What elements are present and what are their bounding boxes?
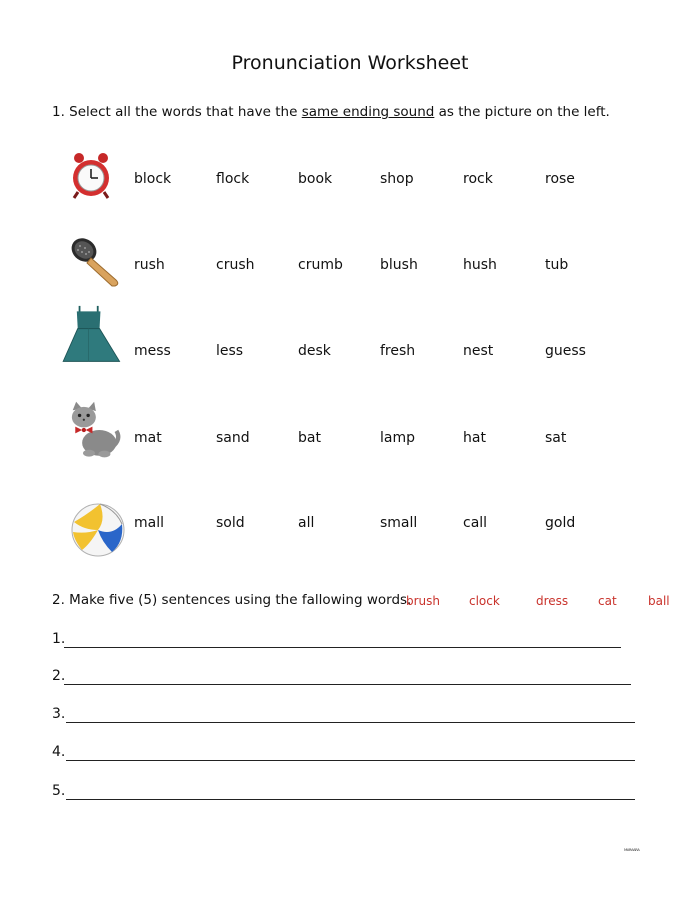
word-option[interactable]: hush bbox=[463, 257, 497, 273]
alarm-clock-icon bbox=[60, 150, 130, 210]
word-option[interactable]: all bbox=[298, 515, 315, 531]
hair-brush-icon bbox=[60, 234, 130, 294]
word-row-1 bbox=[60, 150, 680, 210]
word-option[interactable]: guess bbox=[545, 343, 586, 359]
word-option[interactable]: shop bbox=[380, 171, 414, 187]
sentence-number: 4. bbox=[52, 744, 66, 760]
question-1-text-before: 1. Select all the words that have the bbox=[52, 104, 302, 120]
sentence-line-5[interactable] bbox=[52, 783, 65, 799]
sentence-number: 2. bbox=[52, 668, 66, 684]
answer-rule[interactable] bbox=[66, 799, 635, 800]
question-1-underlined-text: same ending sound bbox=[301, 104, 435, 120]
word-row-2 bbox=[60, 234, 680, 294]
word-option[interactable]: hat bbox=[463, 430, 486, 446]
word-option[interactable]: rock bbox=[463, 171, 493, 187]
word-option[interactable]: block bbox=[134, 171, 172, 187]
word-row-4 bbox=[60, 400, 680, 460]
word-option[interactable]: bat bbox=[298, 430, 321, 446]
answer-rule[interactable] bbox=[64, 684, 631, 685]
dress-icon bbox=[60, 305, 130, 365]
answer-rule[interactable] bbox=[64, 647, 621, 648]
sentence-number: 3. bbox=[52, 706, 66, 722]
word-row-3 bbox=[60, 305, 680, 365]
word-option[interactable]: rush bbox=[134, 257, 165, 273]
page-title: Pronunciation Worksheet bbox=[231, 52, 469, 74]
word-row-5 bbox=[60, 500, 680, 560]
question-1-text-after: as the picture on the left. bbox=[434, 104, 610, 120]
answer-rule[interactable] bbox=[66, 760, 635, 761]
word-option[interactable]: blush bbox=[380, 257, 418, 273]
sentence-line-3[interactable] bbox=[52, 706, 65, 722]
question-1-instruction bbox=[52, 104, 610, 120]
word-option[interactable]: sat bbox=[545, 430, 567, 446]
word-option[interactable]: nest bbox=[463, 343, 494, 359]
word-option[interactable]: mat bbox=[134, 430, 162, 446]
word-option[interactable]: small bbox=[380, 515, 418, 531]
sentence-line-4[interactable] bbox=[52, 744, 65, 760]
answer-rule[interactable] bbox=[66, 722, 635, 723]
word-option[interactable]: fresh bbox=[380, 343, 416, 359]
target-word: ball bbox=[648, 594, 670, 608]
word-option[interactable]: call bbox=[463, 515, 488, 531]
word-option[interactable]: tub bbox=[545, 257, 569, 273]
target-word: cat bbox=[598, 594, 617, 608]
sentence-line-2[interactable] bbox=[52, 668, 65, 684]
word-option[interactable]: book bbox=[298, 171, 333, 187]
target-word: brush bbox=[406, 594, 441, 608]
question-2-instruction: 2. Make five (5) sentences using the fallowing words. bbox=[52, 592, 412, 608]
sentence-number: 5. bbox=[52, 783, 66, 799]
sentence-number: 1. bbox=[52, 631, 66, 647]
target-word: clock bbox=[469, 594, 500, 608]
word-option[interactable]: mall bbox=[134, 515, 164, 531]
word-option[interactable]: mess bbox=[134, 343, 171, 359]
word-option[interactable]: sand bbox=[216, 430, 250, 446]
word-option[interactable]: flock bbox=[216, 171, 250, 187]
footer-mark: ᴹᴬᴿᴬᴬᴿᴬ bbox=[624, 848, 640, 855]
word-option[interactable]: gold bbox=[545, 515, 576, 531]
word-option[interactable]: less bbox=[216, 343, 244, 359]
sentence-line-1[interactable] bbox=[52, 631, 65, 647]
word-option[interactable]: desk bbox=[298, 343, 331, 359]
word-option[interactable]: sold bbox=[216, 515, 245, 531]
word-option[interactable]: rose bbox=[545, 171, 575, 187]
cat-icon bbox=[60, 400, 130, 460]
target-word: dress bbox=[536, 594, 569, 608]
volleyball-icon bbox=[60, 500, 130, 560]
word-option[interactable]: crush bbox=[216, 257, 255, 273]
word-option[interactable]: lamp bbox=[380, 430, 415, 446]
word-option[interactable]: crumb bbox=[298, 257, 343, 273]
